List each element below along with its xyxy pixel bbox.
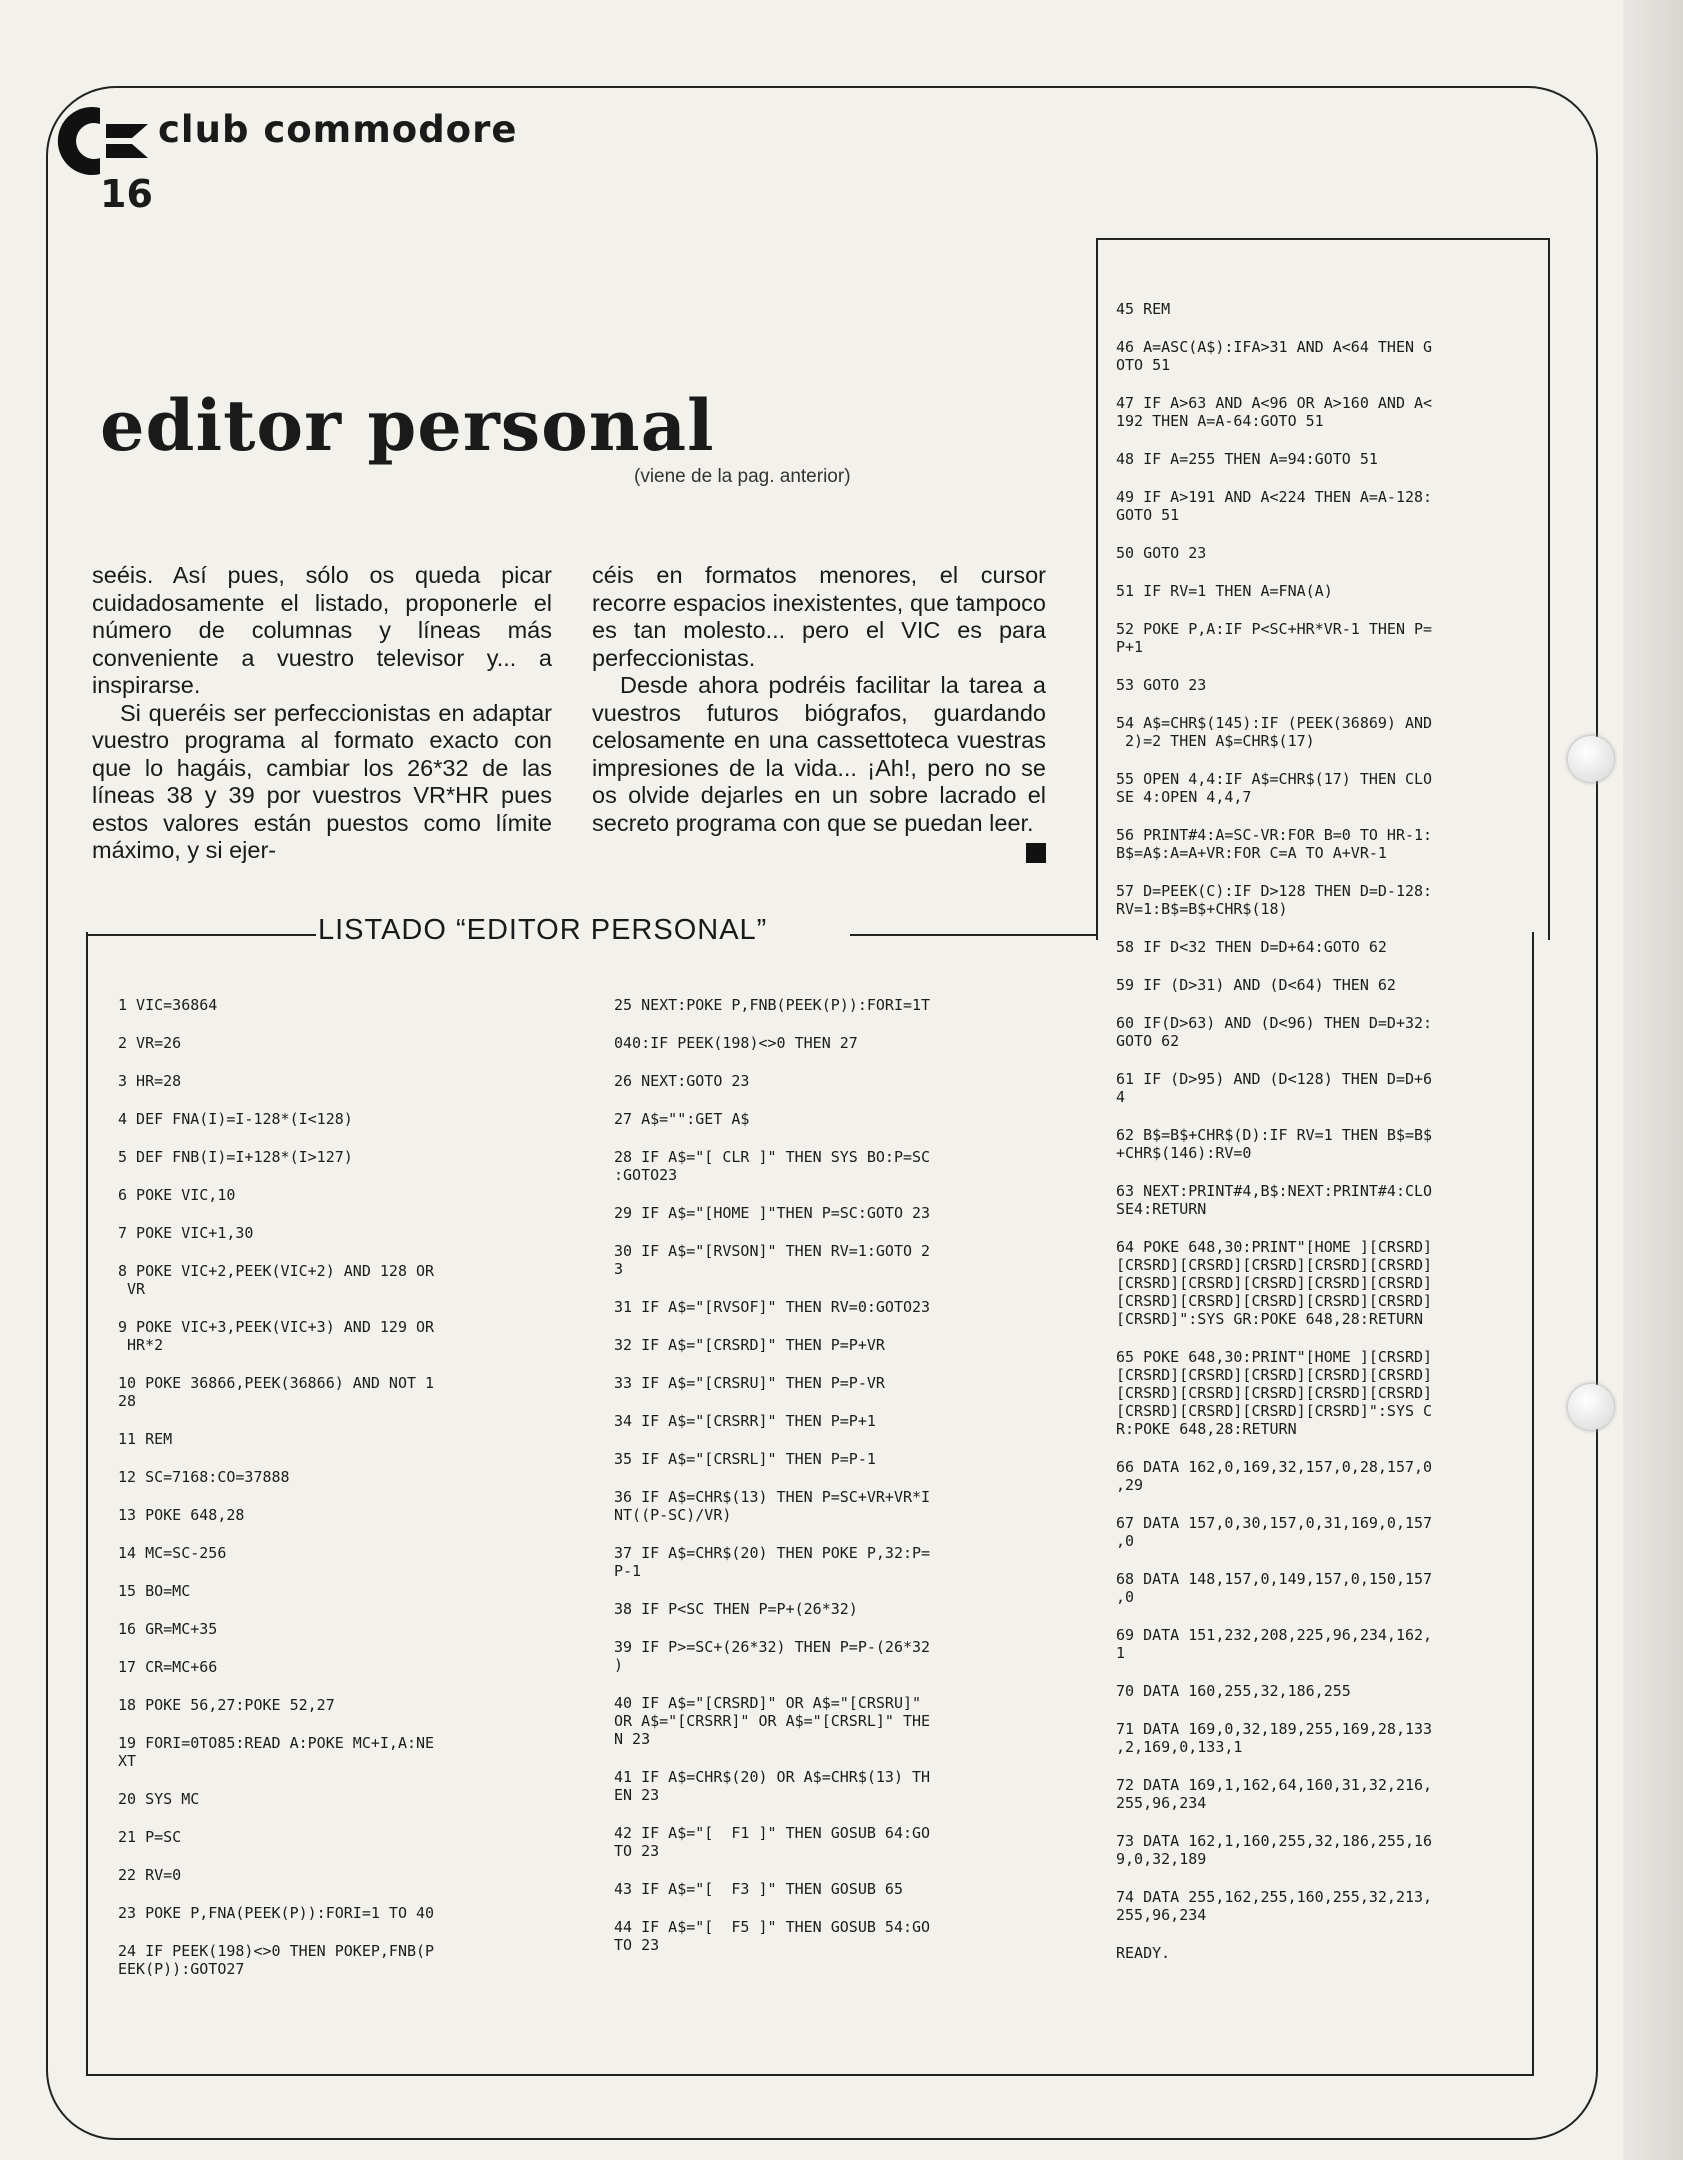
code-line: B$=A$:A=A+VR:FOR C=A TO A+VR-1 [1116, 844, 1387, 862]
code-line: 39 IF P>=SC+(26*32) THEN P=P-(26*32 [614, 1638, 931, 1656]
code-line: [CRSRD][CRSRD][CRSRD][CRSRD][CRSRD] [1116, 1274, 1433, 1292]
code-statement [118, 1582, 558, 1600]
code-statement [118, 1696, 558, 1714]
code-statement [1116, 1570, 1528, 1606]
code-statement [118, 1544, 558, 1562]
code-line: 25 NEXT:POKE P,FNB(PEEK(P)):FORI=1T [614, 996, 931, 1014]
code-line: RV=1:B$=B$+CHR$(18) [1116, 900, 1288, 918]
code-line: READY. [1116, 1944, 1171, 1962]
code-line: SE4:RETURN [1116, 1200, 1207, 1218]
code-line: 47 IF A>63 AND A<96 OR A>160 AND A< [1116, 394, 1433, 412]
code-line: 8 POKE VIC+2,PEEK(VIC+2) AND 128 OR [118, 1262, 435, 1280]
code-statement [1116, 338, 1528, 374]
code-statement [1116, 938, 1528, 956]
code-line: 71 DATA 169,0,32,189,255,169,28,133 [1116, 1720, 1433, 1738]
code-line: 72 DATA 169,1,162,64,160,31,32,216, [1116, 1776, 1433, 1794]
code-statement [1116, 1776, 1528, 1812]
code-line: 26 NEXT:GOTO 23 [614, 1072, 750, 1090]
code-line: EN 23 [614, 1786, 660, 1804]
code-line: HR*2 [118, 1336, 164, 1354]
binder-hole-top [1568, 736, 1614, 782]
code-line: 42 IF A$="[ F1 ]" THEN GOSUB 64:GO [614, 1824, 931, 1842]
code-statement [1116, 544, 1528, 562]
code-line: ) [614, 1656, 624, 1674]
code-line: 59 IF (D>31) AND (D<64) THEN 62 [1116, 976, 1396, 994]
code-line: ,2,169,0,133,1 [1116, 1738, 1243, 1756]
code-statement [614, 1450, 1054, 1468]
code-statement [614, 1824, 1054, 1860]
code-line: 17 CR=MC+66 [118, 1658, 218, 1676]
code-statement [118, 1734, 558, 1770]
code-statement [1116, 1182, 1528, 1218]
code-statement [614, 1148, 1054, 1184]
article-subtitle: (viene de la pag. anterior) [634, 466, 851, 487]
code-line: 67 DATA 157,0,30,157,0,31,169,0,157 [1116, 1514, 1433, 1532]
code-line: 37 IF A$=CHR$(20) THEN POKE P,32:P= [614, 1544, 931, 1562]
code-statement [118, 1318, 558, 1354]
code-line: P-1 [614, 1562, 642, 1580]
code-line: 27 A$="":GET A$ [614, 1110, 750, 1128]
code-column-3 [1116, 300, 1528, 1982]
code-line: TO 23 [614, 1936, 660, 1954]
code-line: 32 IF A$="[CRSRD]" THEN P=P+VR [614, 1336, 885, 1354]
code-line: NT((P-SC)/VR) [614, 1506, 732, 1524]
code-line: +CHR$(146):RV=0 [1116, 1144, 1252, 1162]
code-line: 73 DATA 162,1,160,255,32,186,255,16 [1116, 1832, 1433, 1850]
code-line: 23 POKE P,FNA(PEEK(P)):FORI=1 TO 40 [118, 1904, 435, 1922]
code-statement [614, 1412, 1054, 1430]
code-statement [1116, 582, 1528, 600]
code-statement [1116, 450, 1528, 468]
code-line: 24 IF PEEK(198)<>0 THEN POKEP,FNB(P [118, 1942, 435, 1960]
code-line: 19 FORI=0TO85:READ A:POKE MC+I,A:NE [118, 1734, 435, 1752]
code-line: [CRSRD][CRSRD][CRSRD][CRSRD][CRSRD] [1116, 1256, 1433, 1274]
code-statement [614, 1638, 1054, 1674]
code-statement [614, 1488, 1054, 1524]
code-statement [118, 1828, 558, 1846]
code-line: :GOTO23 [614, 1166, 678, 1184]
code-statement [118, 1186, 558, 1204]
code-statement [118, 1620, 558, 1638]
code-line: 3 [614, 1260, 624, 1278]
code-statement [1116, 620, 1528, 656]
code-line: 30 IF A$="[RVSON]" THEN RV=1:GOTO 2 [614, 1242, 931, 1260]
code-statement [1116, 1720, 1528, 1756]
code-line: 255,96,234 [1116, 1906, 1207, 1924]
code-line: 66 DATA 162,0,169,32,157,0,28,157,0 [1116, 1458, 1433, 1476]
article-title: editor personal [100, 384, 715, 467]
paragraph: Desde ahora podréis facilitar la tarea a vuestros futuros biógrafos, guardando celosamente en una cassettoteca vuestras impresiones de la vida... ¡Ah!, pero no se os olvide dejarles en un sobre lacrado el secreto programa con que se puedan leer. [592, 672, 1046, 836]
code-statement [118, 1430, 558, 1448]
code-statement [118, 1148, 558, 1166]
paragraph: seéis. Así pues, sólo os queda picar cuidadosamente el listado, proponerle el número de columnas y líneas más conveniente a vuestro televisor y... a inspirarse. [92, 562, 552, 698]
code-line: 31 IF A$="[RVSOF]" THEN RV=0:GOTO23 [614, 1298, 931, 1316]
code-line: 38 IF P<SC THEN P=P+(26*32) [614, 1600, 858, 1618]
code-line: 33 IF A$="[CRSRU]" THEN P=P-VR [614, 1374, 885, 1392]
code-line: 69 DATA 151,232,208,225,96,234,162, [1116, 1626, 1433, 1644]
code-line: R:POKE 648,28:RETURN [1116, 1420, 1297, 1438]
code-statement [1116, 1626, 1528, 1662]
code-line: 45 REM [1116, 300, 1171, 318]
code-line: 20 SYS MC [118, 1790, 200, 1808]
code-statement [118, 1468, 558, 1486]
code-line: XT [118, 1752, 137, 1770]
code-line: 43 IF A$="[ F3 ]" THEN GOSUB 65 [614, 1880, 903, 1898]
code-line: 46 A=ASC(A$):IFA>31 AND A<64 THEN G [1116, 338, 1433, 356]
code-line: 54 A$=CHR$(145):IF (PEEK(36869) AND [1116, 714, 1433, 732]
code-line: 49 IF A>191 AND A<224 THEN A=A-128: [1116, 488, 1433, 506]
code-statement [1116, 300, 1528, 318]
code-line: 28 [118, 1392, 137, 1410]
code-statement [614, 1768, 1054, 1804]
end-of-article-mark [1026, 843, 1046, 863]
code-statement [614, 1374, 1054, 1392]
page-number: 16 [100, 172, 153, 216]
code-line: 36 IF A$=CHR$(13) THEN P=SC+VR+VR*I [614, 1488, 931, 1506]
code-line: 63 NEXT:PRINT#4,B$:NEXT:PRINT#4:CLO [1116, 1182, 1433, 1200]
code-statement [614, 1600, 1054, 1618]
code-line: 35 IF A$="[CRSRL]" THEN P=P-1 [614, 1450, 876, 1468]
code-line: VR [118, 1280, 146, 1298]
code-line: ,29 [1116, 1476, 1144, 1494]
code-statement [614, 1544, 1054, 1580]
code-line: 7 POKE VIC+1,30 [118, 1224, 254, 1242]
code-line: 60 IF(D>63) AND (D<96) THEN D=D+32: [1116, 1014, 1433, 1032]
code-line: 58 IF D<32 THEN D=D+64:GOTO 62 [1116, 938, 1387, 956]
code-statement [1116, 1126, 1528, 1162]
commodore-logo-icon [52, 104, 152, 178]
code-line: ,0 [1116, 1588, 1135, 1606]
code-statement [1116, 1014, 1528, 1050]
code-line: 56 PRINT#4:A=SC-VR:FOR B=0 TO HR-1: [1116, 826, 1433, 844]
code-statement [614, 1336, 1054, 1354]
code-line: GOTO 62 [1116, 1032, 1180, 1050]
code-line: 51 IF RV=1 THEN A=FNA(A) [1116, 582, 1333, 600]
code-line: 6 POKE VIC,10 [118, 1186, 236, 1204]
code-line: [CRSRD][CRSRD][CRSRD][CRSRD][CRSRD] [1116, 1384, 1433, 1402]
code-statement [118, 1866, 558, 1884]
code-line: 44 IF A$="[ F5 ]" THEN GOSUB 54:GO [614, 1918, 931, 1936]
code-line: 2)=2 THEN A$=CHR$(17) [1116, 732, 1315, 750]
code-statement [118, 1374, 558, 1410]
code-line: 40 IF A$="[CRSRD]" OR A$="[CRSRU]" [614, 1694, 922, 1712]
code-line: N 23 [614, 1730, 651, 1748]
code-line: 1 [1116, 1644, 1126, 1662]
code-statement [614, 1880, 1054, 1898]
code-statement [1116, 1238, 1528, 1328]
code-line: 255,96,234 [1116, 1794, 1207, 1812]
code-line: 74 DATA 255,162,255,160,255,32,213, [1116, 1888, 1433, 1906]
brand-name: club commodore [158, 108, 518, 151]
listing-title: LISTADO “EDITOR PERSONAL” [318, 914, 768, 946]
code-line: 14 MC=SC-256 [118, 1544, 227, 1562]
code-statement [1116, 770, 1528, 806]
code-line: TO 23 [614, 1842, 660, 1860]
code-statement [614, 1918, 1054, 1954]
code-statement [614, 1242, 1054, 1278]
code-statement [1116, 1514, 1528, 1550]
code-statement [1116, 1888, 1528, 1924]
code-statement [614, 1034, 1054, 1052]
code-column-2 [614, 996, 1054, 1974]
code-line: 12 SC=7168:CO=37888 [118, 1468, 290, 1486]
code-statement [1116, 882, 1528, 918]
code-statement [614, 1694, 1054, 1748]
code-line: OR A$="[CRSRR]" OR A$="[CRSRL]" THE [614, 1712, 931, 1730]
code-line: 040:IF PEEK(198)<>0 THEN 27 [614, 1034, 858, 1052]
code-line: 62 B$=B$+CHR$(D):IF RV=1 THEN B$=B$ [1116, 1126, 1433, 1144]
code-line: 34 IF A$="[CRSRR]" THEN P=P+1 [614, 1412, 876, 1430]
code-statement [614, 1298, 1054, 1316]
code-line: 22 RV=0 [118, 1866, 182, 1884]
article-column-1 [92, 562, 552, 865]
code-line: 61 IF (D>95) AND (D<128) THEN D=D+6 [1116, 1070, 1433, 1088]
code-line: 28 IF A$="[ CLR ]" THEN SYS BO:P=SC [614, 1148, 931, 1166]
code-statement [614, 996, 1054, 1014]
divider [850, 934, 1098, 936]
code-line: 70 DATA 160,255,32,186,255 [1116, 1682, 1351, 1700]
code-line: EEK(P)):GOTO27 [118, 1960, 245, 1978]
code-statement [118, 1034, 558, 1052]
code-line: 50 GOTO 23 [1116, 544, 1207, 562]
code-line: 16 GR=MC+35 [118, 1620, 218, 1638]
code-line: 18 POKE 56,27:POKE 52,27 [118, 1696, 335, 1714]
binder-hole-bottom [1568, 1384, 1614, 1430]
code-line: 57 D=PEEK(C):IF D>128 THEN D=D-128: [1116, 882, 1433, 900]
code-line: 9 POKE VIC+3,PEEK(VIC+3) AND 129 OR [118, 1318, 435, 1336]
code-line: 4 DEF FNA(I)=I-128*(I<128) [118, 1110, 353, 1128]
code-statement [1116, 1832, 1528, 1868]
code-statement [1116, 1348, 1528, 1438]
code-line: 55 OPEN 4,4:IF A$=CHR$(17) THEN CLO [1116, 770, 1433, 788]
code-line: 29 IF A$="[HOME ]"THEN P=SC:GOTO 23 [614, 1204, 931, 1222]
code-line: 13 POKE 648,28 [118, 1506, 245, 1524]
code-statement [118, 1942, 558, 1978]
code-line: [CRSRD][CRSRD][CRSRD][CRSRD][CRSRD] [1116, 1292, 1433, 1310]
divider [86, 934, 316, 936]
code-line: 48 IF A=255 THEN A=94:GOTO 51 [1116, 450, 1378, 468]
code-statement [1116, 676, 1528, 694]
code-line: 1 VIC=36864 [118, 996, 218, 1014]
code-statement [118, 1790, 558, 1808]
article-column-2 [592, 562, 1046, 863]
code-statement [118, 1262, 558, 1298]
code-statement [118, 1658, 558, 1676]
code-line: 52 POKE P,A:IF P<SC+HR*VR-1 THEN P= [1116, 620, 1433, 638]
code-line: SE 4:OPEN 4,4,7 [1116, 788, 1252, 806]
code-statement [1116, 826, 1528, 862]
code-line: OTO 51 [1116, 356, 1171, 374]
page-edge-shadow [1623, 0, 1683, 2160]
code-statement [118, 996, 558, 1014]
code-line: 53 GOTO 23 [1116, 676, 1207, 694]
code-line: ,0 [1116, 1532, 1135, 1550]
code-line: P+1 [1116, 638, 1144, 656]
code-statement [1116, 714, 1528, 750]
code-statement [614, 1204, 1054, 1222]
code-line: GOTO 51 [1116, 506, 1180, 524]
code-statement [1116, 1944, 1528, 1962]
code-statement [1116, 488, 1528, 524]
code-statement [118, 1224, 558, 1242]
code-line: 68 DATA 148,157,0,149,157,0,150,157 [1116, 1570, 1433, 1588]
code-statement [118, 1904, 558, 1922]
code-line: 3 HR=28 [118, 1072, 182, 1090]
code-line: [CRSRD][CRSRD][CRSRD][CRSRD][CRSRD] [1116, 1366, 1433, 1384]
code-line: 192 THEN A=A-64:GOTO 51 [1116, 412, 1324, 430]
code-line: 41 IF A$=CHR$(20) OR A$=CHR$(13) TH [614, 1768, 931, 1786]
code-line: [CRSRD]":SYS GR:POKE 648,28:RETURN [1116, 1310, 1424, 1328]
code-line: 2 VR=26 [118, 1034, 182, 1052]
paragraph: Si queréis ser perfeccionistas en adaptar vuestro programa al formato exacto con que lo hagáis, cambiar los 26*32 de las líneas 38 y 39 por vuestros VR*HR pues estos valores están puestos como límite máximo, y si ejer- [92, 699, 552, 863]
paragraph: céis en formatos menores, el cursor recorre espacios inexistentes, que tampoco es tan molesto... pero el VIC es para perfeccionistas. [592, 562, 1046, 671]
code-statement [118, 1506, 558, 1524]
code-column-1 [118, 996, 558, 1998]
code-line: 9,0,32,189 [1116, 1850, 1207, 1868]
code-statement [1116, 1458, 1528, 1494]
code-line: 5 DEF FNB(I)=I+128*(I>127) [118, 1148, 353, 1166]
code-statement [118, 1110, 558, 1128]
code-statement [1116, 394, 1528, 430]
code-statement [1116, 976, 1528, 994]
code-line: 11 REM [118, 1430, 173, 1448]
code-statement [614, 1110, 1054, 1128]
code-line: 21 P=SC [118, 1828, 182, 1846]
code-statement [1116, 1682, 1528, 1700]
code-line: 64 POKE 648,30:PRINT"[HOME ][CRSRD] [1116, 1238, 1433, 1256]
code-line: 10 POKE 36866,PEEK(36866) AND NOT 1 [118, 1374, 435, 1392]
code-statement [614, 1072, 1054, 1090]
code-line: 4 [1116, 1088, 1126, 1106]
code-statement [1116, 1070, 1528, 1106]
code-line: [CRSRD][CRSRD][CRSRD][CRSRD]":SYS C [1116, 1402, 1433, 1420]
code-line: 15 BO=MC [118, 1582, 191, 1600]
code-line: 65 POKE 648,30:PRINT"[HOME ][CRSRD] [1116, 1348, 1433, 1366]
code-statement [118, 1072, 558, 1090]
